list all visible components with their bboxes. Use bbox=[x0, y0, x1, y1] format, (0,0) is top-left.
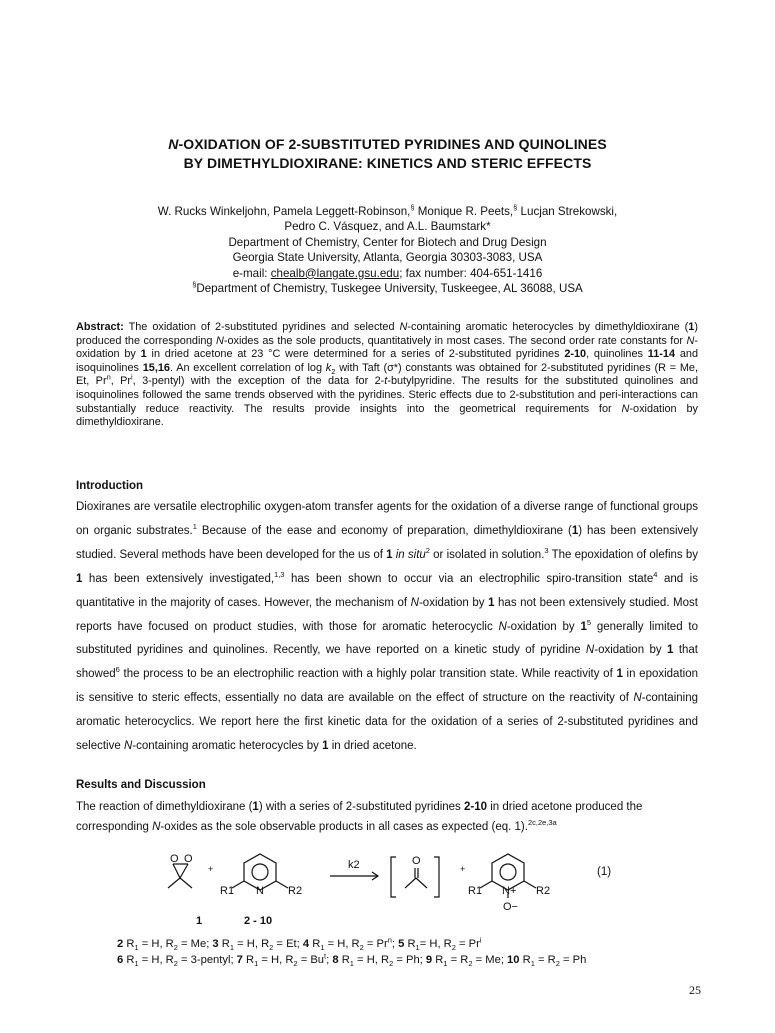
title-line-1: N-OXIDATION OF 2-SUBSTITUTED PYRIDINES AND QUINOLINES bbox=[168, 136, 607, 152]
authors-line-2: Pedro C. Vásquez, and A.L. Baumstark* bbox=[284, 220, 491, 234]
title-line-2: BY DIMETHYLDIOXIRANE: KINETICS AND STERIC EFFECTS bbox=[183, 155, 592, 171]
dioxirane-o-left: O bbox=[170, 853, 179, 865]
compound-label-1: 1 bbox=[196, 915, 203, 927]
abstract-label: Abstract: bbox=[76, 321, 124, 333]
acetone-o: O bbox=[412, 855, 421, 867]
n-oxide-o-minus: O− bbox=[503, 901, 518, 913]
dioxirane-o-right: O bbox=[184, 853, 193, 865]
substituent-line-2: 6 $R_1 = H$, $R_2$ = 3-pentyl; 7 $R_1 = H$, $R_2 = Bu^t$; 8 $R_1 = H$, $R_2 = Ph$; 9 $R_1 = R_2 = Me$; 10 $R_1 = R_2 = Ph$ bbox=[117, 951, 587, 969]
affiliation-line-2: Georgia State University, Atlanta, Georgia 30303-3083, USA bbox=[232, 251, 543, 265]
n-oxide-r2: R2 bbox=[536, 885, 551, 897]
compound-label-2-10: 2 - 10 bbox=[244, 915, 273, 927]
abstract: Abstract: The oxidation of 2-substituted pyridines and selected N-containing aromatic heterocycles by dimethyldioxirane (1) produced the corresponding N-oxides as the sole products, quantitatively in most cases. The second order rate constants for N-oxidation by 1 in dried acetone at 23 °C were determined for a series of 2-substituted pyridines 2-10, quinolines 11-14 and isoquinolines 15,16. An excellent correlation of $\log k_2$ with Taft (σ*) constants was obtained for 2-substituted pyridines (R = Me, Et, Pr$^n$, Pr$^i$, 3-pentyl) with the exception of the data for 2-t-butylpyridine. The results for the substituted quinolines and isoquinolines followed the same trends observed with the pyridines. Steric effects due to 2-substitution and peri-interactions can substantially reduce reactivity. The results provide insights into the geometrical requirements for N-oxidation by dimethyldioxirane. bbox=[76, 321, 699, 429]
authors-line-1: W. Rucks Winkeljohn, Pamela Leggett-Robinson,§ Monique R. Peets,§ Lucjan Strekowski, bbox=[157, 203, 618, 218]
plus-sign-1: + bbox=[208, 864, 214, 874]
affiliation-line-1: Department of Chemistry, Center for Biotech and Drug Design bbox=[228, 235, 547, 249]
introduction-text: Dioxiranes are versatile electrophilic oxygen-atom transfer agents for the oxidation of a diverse range of functional groups on organic substrates.$^1$ Because of the ease and economy of preparation, dimethyldioxirane (1) has been extensively studied. Several methods have been developed for the us of 1 in situ$^2$ or isolated in solution.$^3$ The epoxidation of olefins by 1 has been extensively investigated,$^{1,3}$ has been shown to occur via an electrophilic spiro-transition state$^4$ and is quantitative in the majority of cases. However, the mechanism of N-oxidation by 1 has not been extensively studied. Most reports have focused on product studies, with those for aromatic heterocyclic N-oxidation by $1^5$ generally limited to substituted pyridines and quinolines. Recently, we have reported on a kinetic study of pyridine N-oxidation by 1 that showed$^6$ the process to be an electrophilic reaction with a highly polar transition state. While reactivity of 1 in epoxidation is sensitive to steric effects, essentially no data are available on the effect of structure on the reactivity of N-containing aromatic heterocyclics. We report here the first kinetic data for the oxidation of a series of 2-substituted pyridines and selective N-containing aromatic heterocycles by 1 in dried acetone. bbox=[76, 501, 699, 753]
results-heading: Results and Discussion bbox=[76, 779, 206, 791]
reaction-scheme bbox=[160, 852, 630, 932]
n-oxide-r1: R1 bbox=[468, 885, 483, 897]
email-link[interactable]: chealb@langate.gsu.edu bbox=[270, 266, 400, 280]
results-text: The reaction of dimethyldioxirane (1) with a series of 2-substituted pyridines 2-10 in dried acetone produced the corresponding N-oxides as the sole observable products in all cases as expected (eq. 1).$^{2c,2e,3a}$ bbox=[76, 801, 643, 833]
affiliation-line-3: §Department of Chemistry, Tuskegee University, Tuskeegee, AL 36088, USA bbox=[192, 280, 583, 296]
substituent-list bbox=[117, 936, 586, 968]
pyridine-r1: R1 bbox=[220, 885, 235, 897]
equation-number: (1) bbox=[597, 866, 612, 878]
pyridine-n: N bbox=[256, 885, 264, 897]
contact-line: e-mail: chealb@langate.gsu.edu; fax number: 404-651-1416 bbox=[232, 266, 543, 280]
rate-constant-k2: k2 bbox=[348, 859, 360, 871]
paper-title bbox=[0, 135, 775, 173]
plus-sign-2: + bbox=[460, 864, 466, 874]
n-oxide-n-plus: N+ bbox=[502, 885, 517, 897]
pyridine-r2: R2 bbox=[288, 885, 303, 897]
author-block bbox=[0, 204, 775, 296]
introduction-heading: Introduction bbox=[76, 480, 144, 492]
page-number: 25 bbox=[689, 983, 701, 997]
substituent-line-1: 2 $R_1 = H$, $R_2 = Me$; 3 $R_1 = H$, $R_2 = Et$; 4 $R_1 = H$, $R_2 = Pr^n$; 5 $R_1= H$, $R_2 = Pr^i$ bbox=[117, 935, 482, 953]
